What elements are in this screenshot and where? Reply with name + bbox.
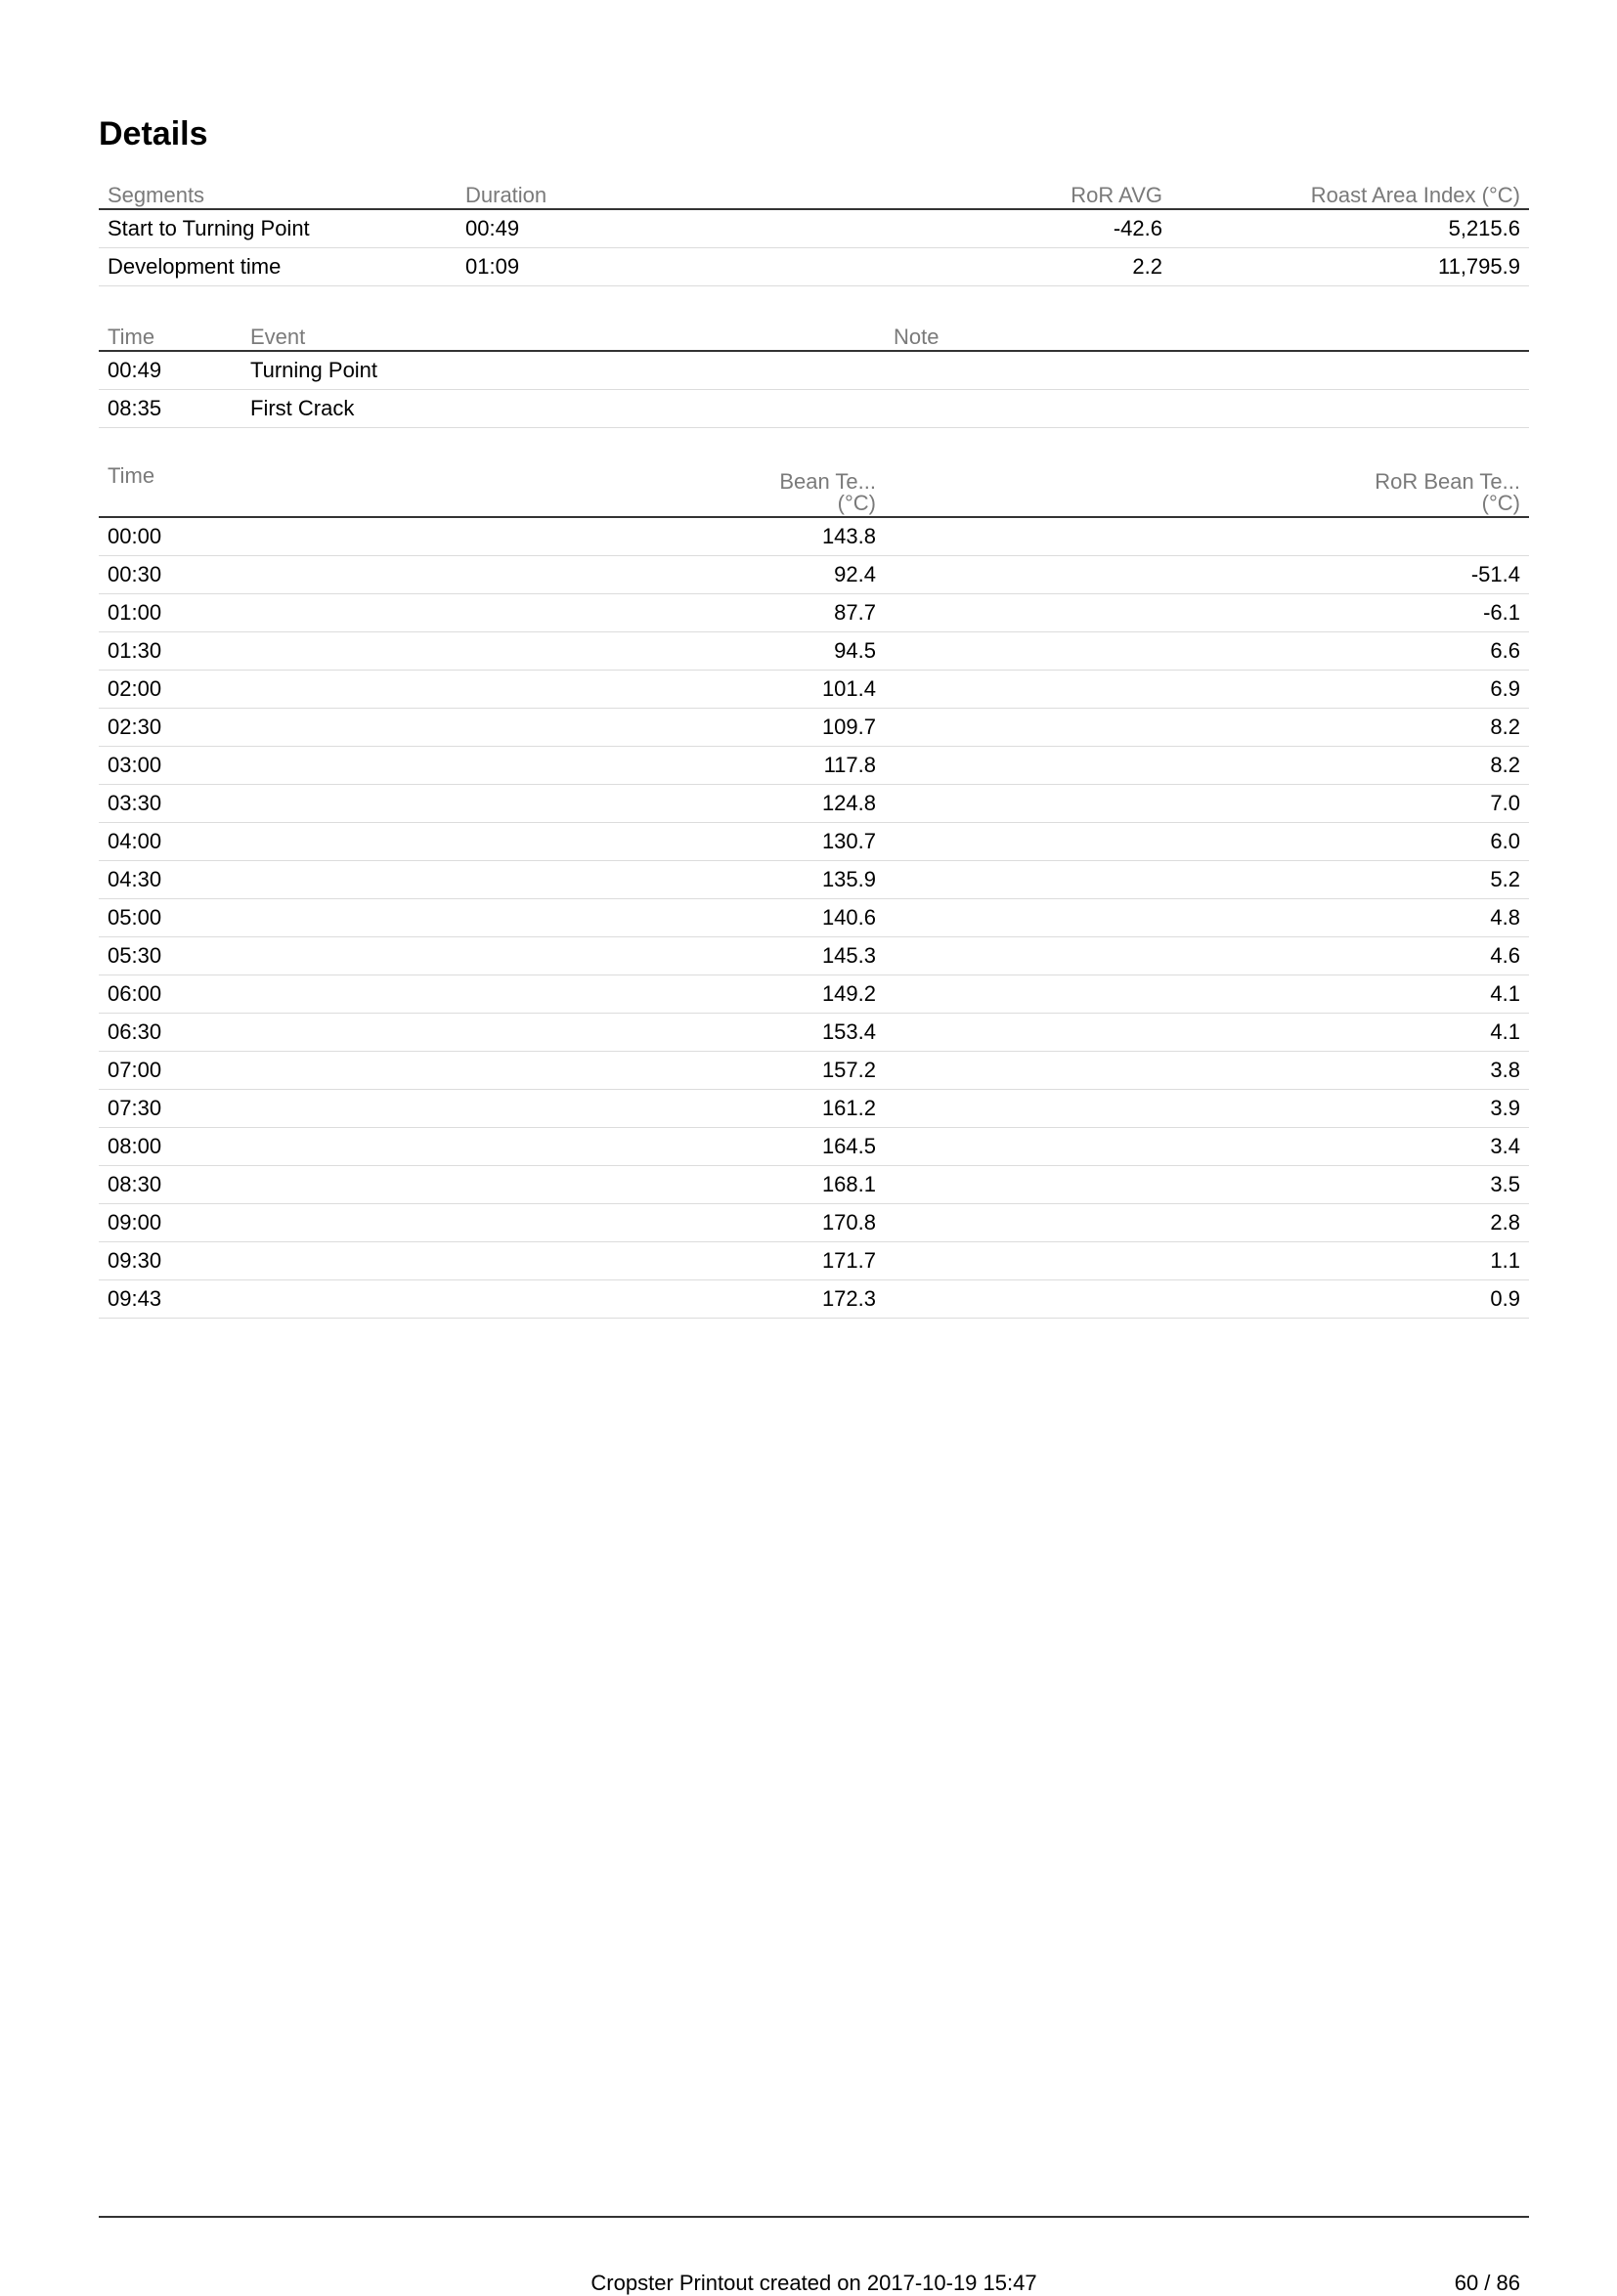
bean-temp-cell: 109.7	[490, 709, 885, 747]
time-cell: 01:30	[99, 632, 490, 671]
table-row	[99, 937, 1529, 975]
event-time-column-header: Time	[99, 323, 241, 351]
ror-bean-temp-cell: 6.0	[885, 823, 1529, 861]
bean-temp-cell: 124.8	[490, 785, 885, 823]
segments-column-header: Segments	[99, 181, 457, 209]
segment-roast-area-index: 11,795.9	[1171, 248, 1529, 286]
time-cell: 09:43	[99, 1280, 490, 1319]
footer-divider	[99, 2216, 1529, 2218]
temperature-table	[99, 462, 1529, 1319]
ror-bean-temp-cell: 5.2	[885, 861, 1529, 899]
ror-bean-temp-cell: 8.2	[885, 709, 1529, 747]
bean-temp-cell: 168.1	[490, 1166, 885, 1204]
bean-temp-cell: 157.2	[490, 1052, 885, 1090]
time-cell: 08:30	[99, 1166, 490, 1204]
bean-temp-cell: 143.8	[490, 517, 885, 556]
temperature-header-row	[99, 462, 1529, 517]
events-header-row	[99, 323, 1529, 351]
bean-temp-cell: 149.2	[490, 975, 885, 1014]
ror-bean-temp-cell: 4.8	[885, 899, 1529, 937]
ror-bean-temp-cell: -6.1	[885, 594, 1529, 632]
time-cell: 04:30	[99, 861, 490, 899]
time-cell: 09:00	[99, 1204, 490, 1242]
table-row	[99, 1242, 1529, 1280]
time-cell: 09:30	[99, 1242, 490, 1280]
footer-created-text: Cropster Printout created on 2017-10-19 15:47	[590, 2271, 1037, 2295]
table-row	[99, 899, 1529, 937]
event-name: Turning Point	[241, 351, 885, 390]
section-title: Details	[99, 115, 208, 152]
bean-temp-cell: 87.7	[490, 594, 885, 632]
bean-temp-cell: 164.5	[490, 1128, 885, 1166]
table-row	[99, 390, 1529, 428]
event-time: 08:35	[99, 390, 241, 428]
ror-bean-temp-cell: 4.1	[885, 975, 1529, 1014]
event-column-header: Event	[241, 323, 885, 351]
table-row	[99, 671, 1529, 709]
ror-bean-temp-cell: 3.9	[885, 1090, 1529, 1128]
ror-bean-temp-cell: 3.8	[885, 1052, 1529, 1090]
roast-area-index-column-header: Roast Area Index (°C)	[1171, 181, 1529, 209]
ror-bean-temp-cell: 3.4	[885, 1128, 1529, 1166]
time-cell: 00:30	[99, 556, 490, 594]
time-cell: 05:00	[99, 899, 490, 937]
bean-temp-cell: 92.4	[490, 556, 885, 594]
bean-temp-column-header	[490, 462, 885, 517]
ror-bean-temp-cell: -51.4	[885, 556, 1529, 594]
bean-temp-cell: 145.3	[490, 937, 885, 975]
bean-temp-header-unit: (°C)	[837, 491, 876, 515]
table-row	[99, 351, 1529, 390]
note-column-header: Note	[885, 323, 1529, 351]
duration-column-header: Duration	[457, 181, 814, 209]
segment-ror-avg: -42.6	[814, 209, 1171, 248]
ror-avg-column-header: RoR AVG	[814, 181, 1171, 209]
ror-bean-temp-cell: 4.6	[885, 937, 1529, 975]
segments-table	[99, 181, 1529, 286]
event-note	[885, 390, 1529, 428]
ror-bean-temp-cell: 6.6	[885, 632, 1529, 671]
page-number: 60 / 86	[1454, 2271, 1520, 2295]
time-cell: 06:00	[99, 975, 490, 1014]
bean-temp-cell: 135.9	[490, 861, 885, 899]
segment-ror-avg: 2.2	[814, 248, 1171, 286]
segment-name: Start to Turning Point	[99, 209, 457, 248]
segment-name: Development time	[99, 248, 457, 286]
time-cell: 08:00	[99, 1128, 490, 1166]
ror-bean-temp-cell: 1.1	[885, 1242, 1529, 1280]
bean-temp-cell: 161.2	[490, 1090, 885, 1128]
table-row	[99, 823, 1529, 861]
table-row	[99, 785, 1529, 823]
bean-temp-cell: 172.3	[490, 1280, 885, 1319]
event-note	[885, 351, 1529, 390]
time-column-header: Time	[99, 462, 490, 517]
table-row	[99, 1280, 1529, 1319]
ror-bean-temp-cell: 0.9	[885, 1280, 1529, 1319]
table-row	[99, 861, 1529, 899]
ror-bean-temp-cell: 6.9	[885, 671, 1529, 709]
bean-temp-cell: 170.8	[490, 1204, 885, 1242]
time-cell: 03:30	[99, 785, 490, 823]
bean-temp-header-label: Bean Te...	[779, 469, 876, 494]
segment-roast-area-index: 5,215.6	[1171, 209, 1529, 248]
table-row	[99, 1052, 1529, 1090]
table-row	[99, 975, 1529, 1014]
table-row	[99, 1014, 1529, 1052]
table-row	[99, 1204, 1529, 1242]
ror-bean-temp-cell: 3.5	[885, 1166, 1529, 1204]
time-cell: 00:00	[99, 517, 490, 556]
event-time: 00:49	[99, 351, 241, 390]
temperature-table-body	[99, 517, 1529, 1319]
time-cell: 07:00	[99, 1052, 490, 1090]
ror-bean-temp-cell	[885, 517, 1529, 556]
time-cell: 07:30	[99, 1090, 490, 1128]
time-cell: 03:00	[99, 747, 490, 785]
table-row	[99, 594, 1529, 632]
time-cell: 01:00	[99, 594, 490, 632]
table-row	[99, 632, 1529, 671]
table-row	[99, 556, 1529, 594]
bean-temp-cell: 153.4	[490, 1014, 885, 1052]
table-row	[99, 517, 1529, 556]
bean-temp-cell: 140.6	[490, 899, 885, 937]
segment-duration: 01:09	[457, 248, 814, 286]
time-cell: 02:00	[99, 671, 490, 709]
events-table	[99, 323, 1529, 428]
table-row	[99, 747, 1529, 785]
table-row	[99, 1128, 1529, 1166]
ror-bean-temp-cell: 4.1	[885, 1014, 1529, 1052]
table-row	[99, 709, 1529, 747]
ror-bean-temp-cell: 2.8	[885, 1204, 1529, 1242]
bean-temp-cell: 171.7	[490, 1242, 885, 1280]
time-cell: 05:30	[99, 937, 490, 975]
time-cell: 04:00	[99, 823, 490, 861]
table-row	[99, 248, 1529, 286]
bean-temp-cell: 101.4	[490, 671, 885, 709]
table-row	[99, 1166, 1529, 1204]
table-row	[99, 1090, 1529, 1128]
bean-temp-cell: 117.8	[490, 747, 885, 785]
event-name: First Crack	[241, 390, 885, 428]
ror-bean-temp-cell: 7.0	[885, 785, 1529, 823]
ror-bean-temp-header-label: RoR Bean Te...	[1375, 469, 1520, 494]
ror-bean-temp-column-header	[885, 462, 1529, 517]
segments-header-row	[99, 181, 1529, 209]
ror-bean-temp-header-unit: (°C)	[1481, 491, 1520, 515]
bean-temp-cell: 94.5	[490, 632, 885, 671]
time-cell: 06:30	[99, 1014, 490, 1052]
time-cell: 02:30	[99, 709, 490, 747]
bean-temp-cell: 130.7	[490, 823, 885, 861]
table-row	[99, 209, 1529, 248]
segment-duration: 00:49	[457, 209, 814, 248]
ror-bean-temp-cell: 8.2	[885, 747, 1529, 785]
